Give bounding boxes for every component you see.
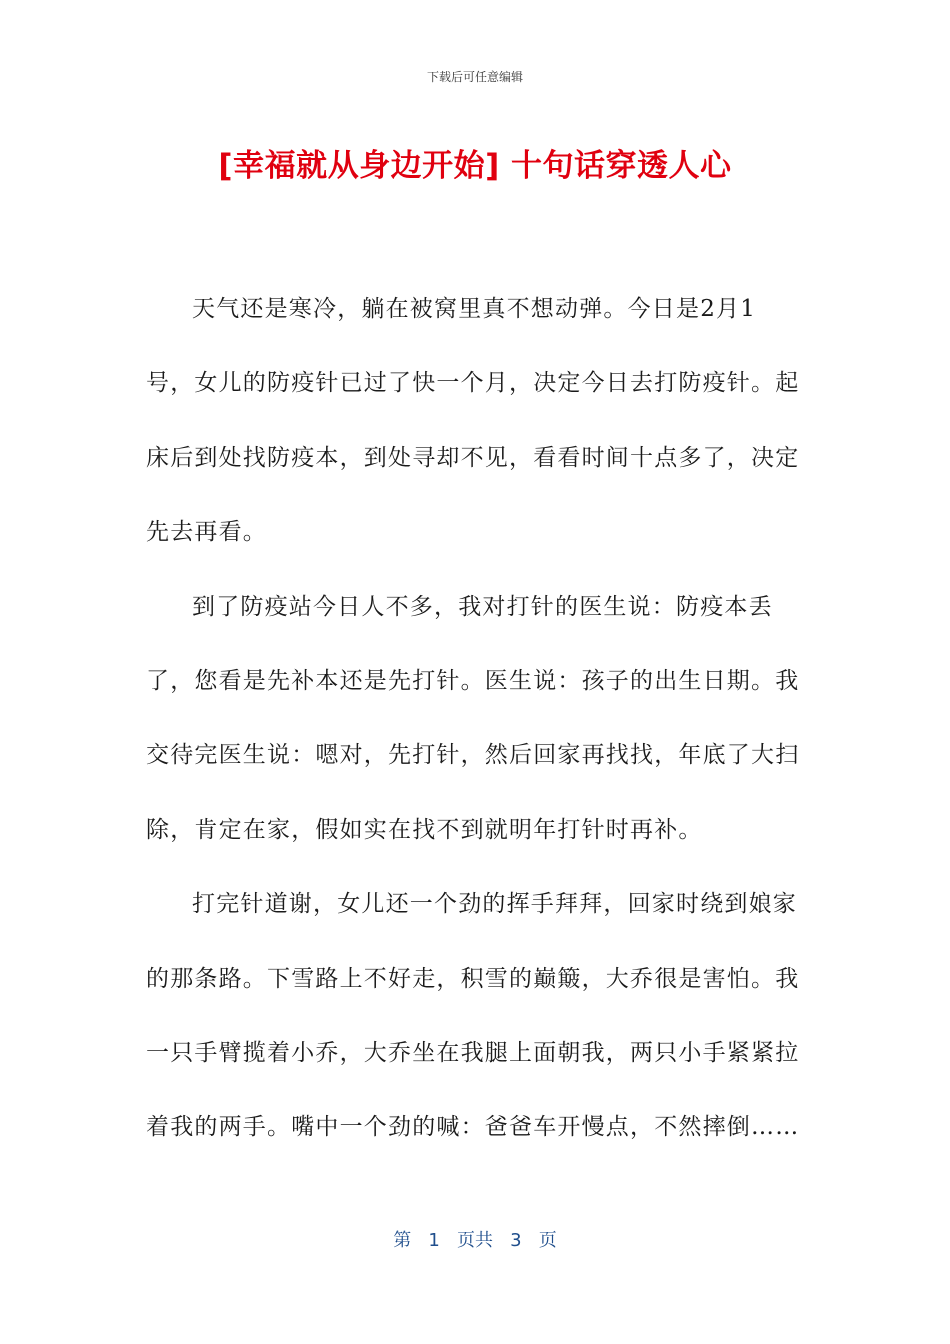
footer-total-pages: 3 (510, 1230, 522, 1251)
footer-current-page: 1 (428, 1230, 440, 1251)
footer-page-middle: 页共 (457, 1230, 493, 1251)
paragraph-3: 打完针道谢，女儿还一个劲的挥手拜拜，回家时绕到娘家的那条路。下雪路上不好走，积雪的巅簸，大乔很是害怕。我一只手臂揽着小乔，大乔坐在我腿上面朝我，两只小手紧紧拉着我的两手。嘴中一个劲的喊：爸爸车开慢点，不然摔倒…… (146, 891, 800, 1141)
document-title: [幸福就从身边开始] 十句话穿透人心 (218, 148, 732, 184)
page-footer (0, 1226, 950, 1252)
paragraph-2: 到了防疫站今日人不多，我对打针的医生说：防疫本丢了，您看是先补本还是先打针。医生说：孩子的出生日期。我交待完医生说：嗯对，先打针，然后回家再找找，年底了大扫除，肯定在家，假如实在找不到就明年打针时再补。 (146, 593, 800, 843)
footer-page-prefix: 第 (393, 1230, 412, 1251)
footer-page-suffix: 页 (538, 1230, 557, 1251)
header-note: 下载后可任意编辑 (426, 70, 523, 84)
paragraph-1: 天气还是寒冷，躺在被窝里真不想动弹。今日是2月1号，女儿的防疫针已过了快一个月，决定今日去打防疫针。起床后到处找防疫本，到处寻却不见，看看时间十点多了，决定先去再看。 (146, 296, 800, 546)
document-body (146, 272, 802, 1165)
